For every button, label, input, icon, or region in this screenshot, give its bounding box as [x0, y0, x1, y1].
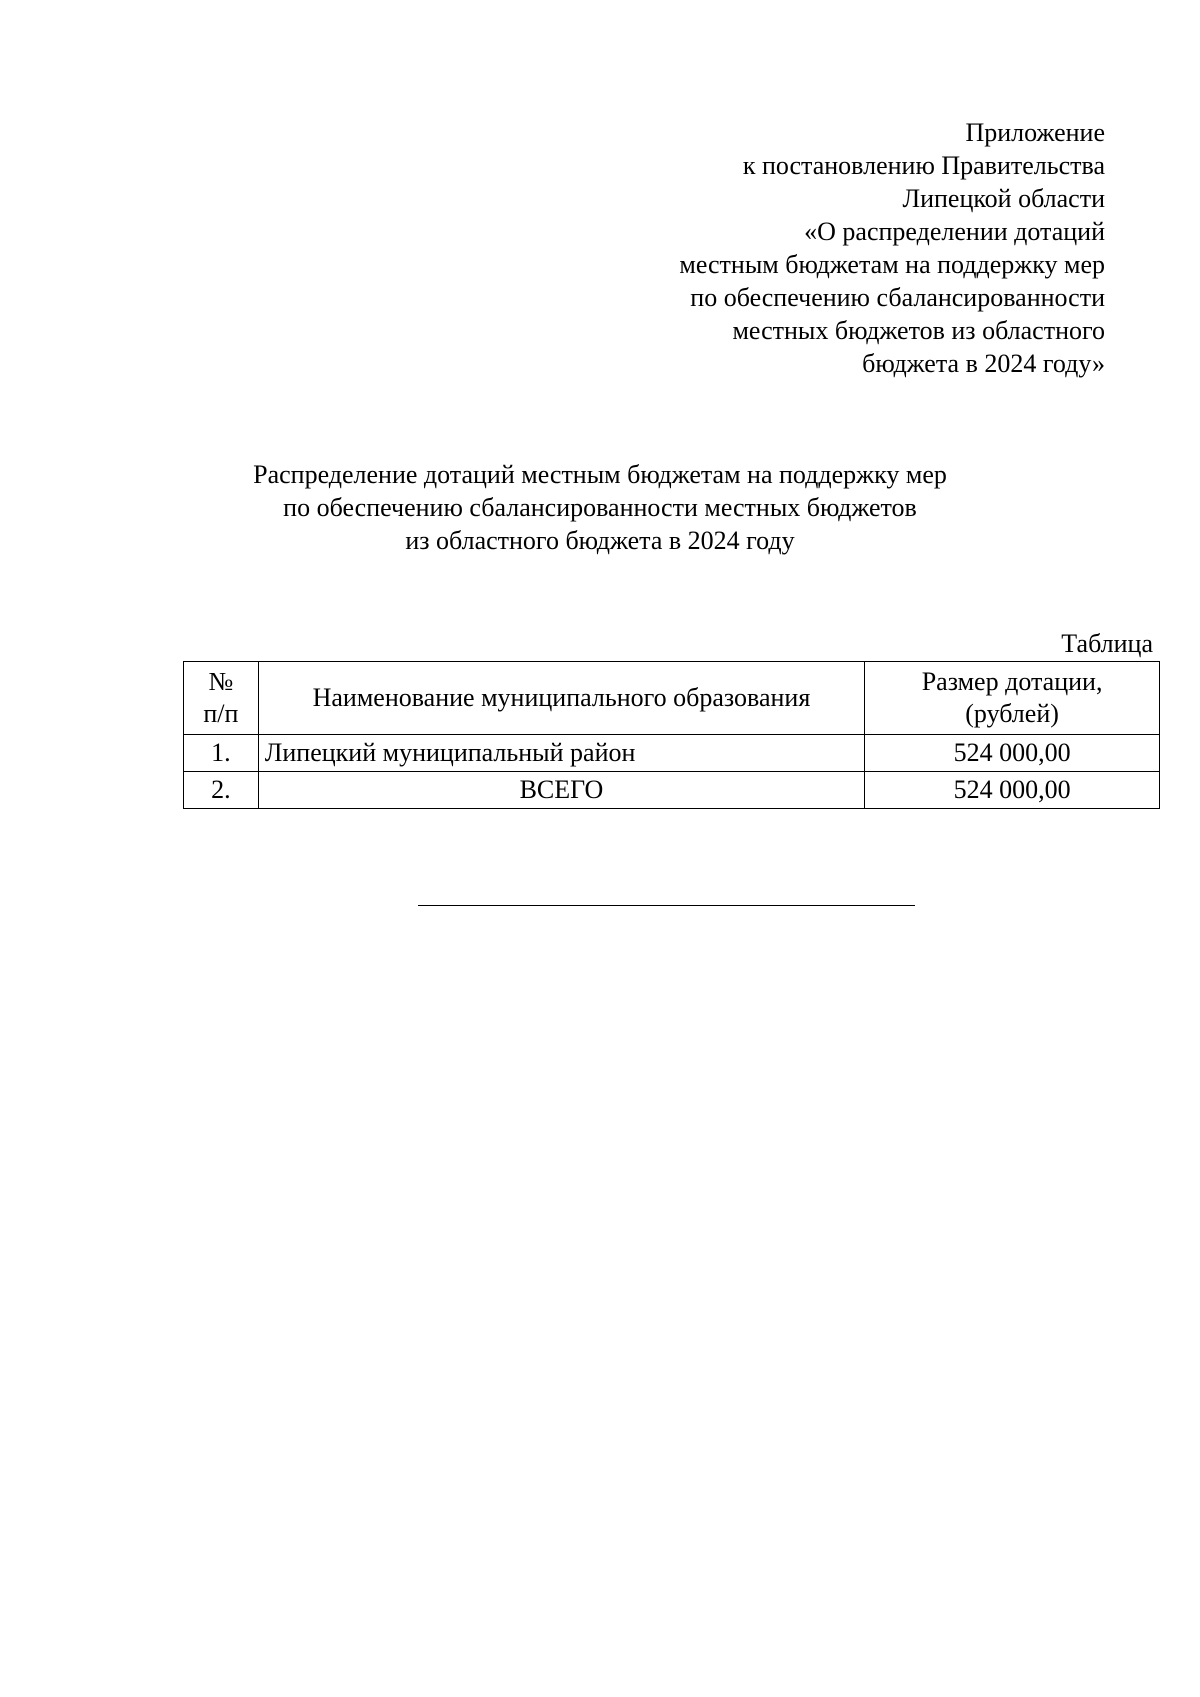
- appendix-block: [679, 116, 1105, 380]
- table-row: [184, 735, 1160, 772]
- table-header-row: [184, 662, 1160, 735]
- header-number: [184, 662, 259, 735]
- table-row-total: [184, 772, 1160, 809]
- header-number-line1: №: [208, 667, 234, 696]
- header-amount-line1: Размер дотации,: [921, 667, 1103, 696]
- appendix-line: «О распределении дотаций: [804, 217, 1105, 246]
- distribution-table: [183, 661, 1160, 809]
- appendix-line: Приложение: [965, 118, 1105, 147]
- appendix-line: к постановлению Правительства: [742, 151, 1105, 180]
- heading-line: по обеспечению сбалансированности местных бюджетов: [283, 493, 917, 522]
- row-amount: 524 000,00: [865, 772, 1160, 809]
- appendix-line: местным бюджетам на поддержку мер: [679, 250, 1105, 279]
- appendix-line: местных бюджетов из областного: [732, 316, 1105, 345]
- table-caption: Таблица: [1061, 629, 1153, 658]
- header-name: Наименование муниципального образования: [258, 662, 864, 735]
- appendix-line: бюджета в 2024 году»: [862, 349, 1105, 378]
- header-amount-line2: (рублей): [965, 699, 1059, 728]
- header-number-line2: п/п: [203, 699, 239, 728]
- appendix-line: Липецкой области: [902, 184, 1105, 213]
- row-name: ВСЕГО: [258, 772, 864, 809]
- closing-separator-line: [418, 905, 915, 906]
- heading-line: Распределение дотаций местным бюджетам на поддержку мер: [253, 460, 947, 489]
- heading-line: из областного бюджета в 2024 году: [405, 526, 795, 555]
- row-number: 1.: [184, 735, 259, 772]
- header-amount: [865, 662, 1160, 735]
- row-amount: 524 000,00: [865, 735, 1160, 772]
- row-number: 2.: [184, 772, 259, 809]
- document-heading: [0, 458, 1200, 557]
- appendix-line: по обеспечению сбалансированности: [690, 283, 1105, 312]
- row-name: Липецкий муниципальный район: [258, 735, 864, 772]
